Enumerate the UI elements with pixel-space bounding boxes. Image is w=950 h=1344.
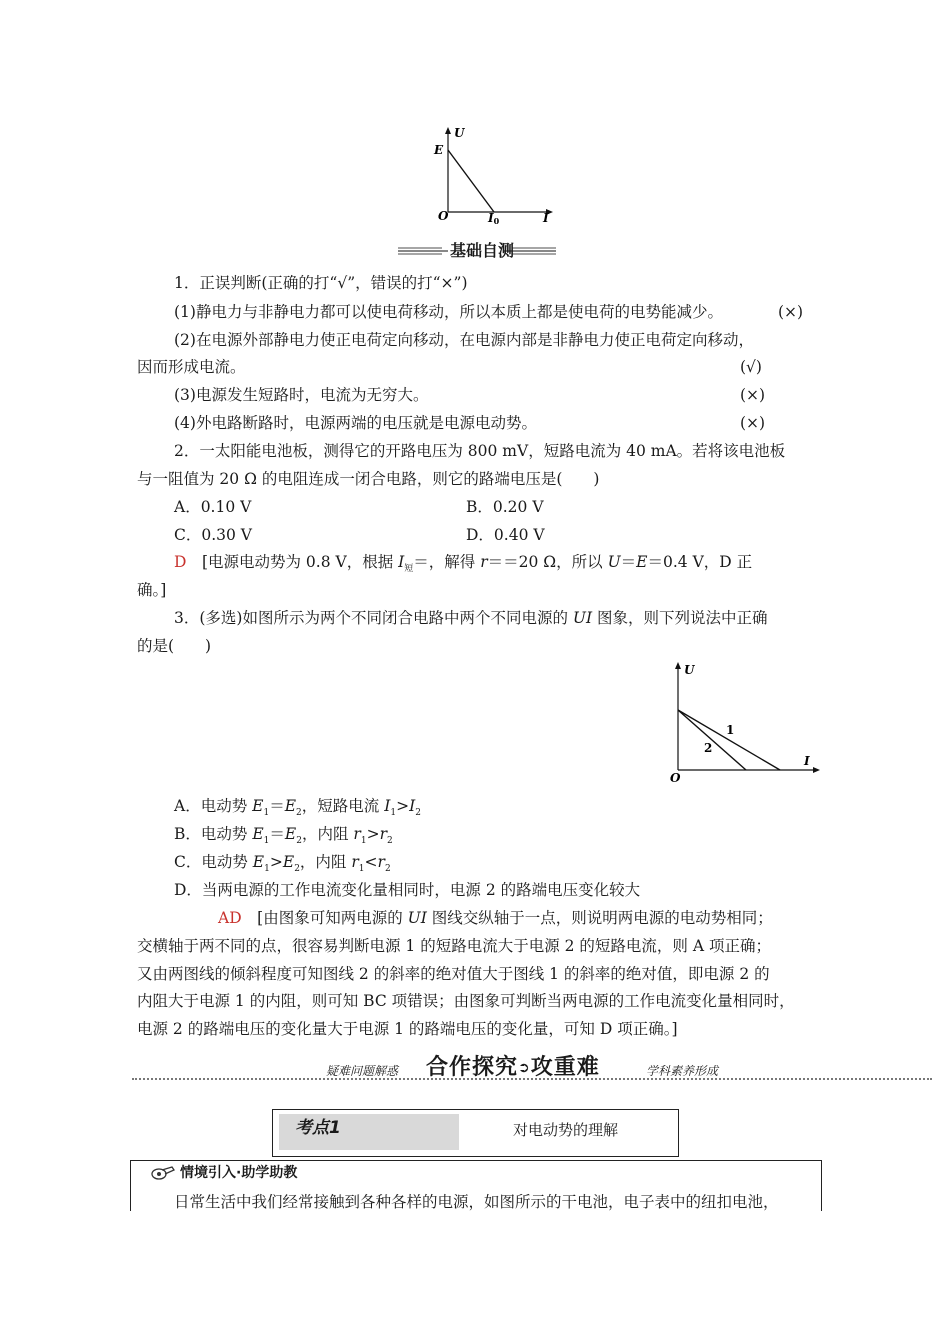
q3-line-1: 3．(多选)如图所示为两个不同闭合电路中两个不同电源的 UI 图象，则下列说法中正确 <box>174 609 768 627</box>
banner-title: 基础自测 <box>450 241 515 260</box>
q2-explanation: D [电源电动势为 0.8 V，根据 $I_短=$，解得 r＝＝20 Ω，所以 U＝E＝0.4 V，D 正 <box>174 553 753 575</box>
q3-explanation: AD [由图象可知两电源的 UI 图线交纵轴于一点，则说明两电源的电动势相同； <box>218 909 773 927</box>
q1-item-1-mark: (×) <box>778 303 804 321</box>
q3-explanation-2: 交横轴于两不同的点，很容易判断电源 1 的短路电流大于电源 2 的短路电流，则 A 项正确； <box>137 937 771 955</box>
i0-label: I0 <box>488 211 500 224</box>
line-1-label: 1 <box>726 723 735 737</box>
kaodian-box <box>272 1109 679 1157</box>
q2-answer: D <box>174 553 187 571</box>
q3-explanation-4: 内阻大于电源 1 的内阻，则可知 BC 项错误；由图象可判断当两电源的工作电流变化量相同时， <box>137 992 795 1010</box>
q1-item-4: (4)外电路断路时，电源两端的电压就是电源电动势。 <box>174 414 537 432</box>
q2-option-a: A．0.10 V <box>174 498 252 516</box>
q1-item-3-mark: (×) <box>740 386 766 404</box>
q3-explanation-3: 又由两图线的倾斜程度可知图线 2 的斜率的绝对值大于图线 1 的斜率的绝对值，即电源 2 的 <box>137 965 770 983</box>
i-axis-label: I <box>804 754 810 768</box>
u-axis-label: U <box>684 663 695 677</box>
chevron-right-icon: ➲ <box>518 1060 531 1076</box>
section-title: 合作探究➲攻重难 <box>426 1055 600 1080</box>
intro-text: 日常生活中我们经常接触到各种各样的电源，如图所示的干电池，电子表中的纽扣电池， <box>174 1193 779 1211</box>
section-banner <box>398 240 556 262</box>
q2-option-d: D．0.40 V <box>466 526 545 544</box>
origin-label: O <box>438 209 449 223</box>
line-2-label: 2 <box>704 741 713 755</box>
q1-item-4-mark: (×) <box>740 414 766 432</box>
helper-hand-icon <box>150 1164 176 1182</box>
origin-label: O <box>670 771 681 784</box>
q3-option-d: D．当两电源的工作电流变化量相同时，电源 2 的路端电压变化较大 <box>174 881 641 899</box>
q2-option-c: C．0.30 V <box>174 526 252 544</box>
section-left-caption: 疑难问题解惑 <box>326 1064 399 1078</box>
q1-item-1: (1)静电力与非静电力都可以使电荷移动，所以本质上都是使电荷的电势能减少。 <box>174 303 723 321</box>
q3-answer: AD <box>218 909 242 927</box>
i-axis-label: I <box>543 211 549 224</box>
q3-option-a: A．电动势 $E_1=E_2$，短路电流 $I_1>I_2$ <box>174 797 421 819</box>
q1-item-2: (2)在电源外部静电力使正电荷定向移动，在电源内部是非静电力使正电荷定向移动， <box>174 331 754 349</box>
q2-option-b: B．0.20 V <box>466 498 544 516</box>
q3-line-2: 的是( ) <box>137 637 212 655</box>
kaodian-label: 考点1 <box>295 1118 341 1138</box>
q1-item-2-cont: 因而形成电流。 <box>137 358 246 376</box>
kaodian-title: 对电动势的理解 <box>513 1121 619 1139</box>
q3-option-c: C．电动势 $E_1>E_2$，内阻 $r_1<r_2$ <box>174 853 391 875</box>
ui-graph-2 <box>664 658 824 784</box>
q2-line-2: 与一阻值为 20 Ω 的电阻连成一闭合电路，则它的路端电压是( ) <box>137 470 600 488</box>
q1-stem: 1．正误判断(正确的打“√”，错误的打“×”) <box>174 274 468 292</box>
e-label: E <box>434 143 444 157</box>
q2-explanation-cont: 确。] <box>137 581 167 599</box>
ui-graph-1 <box>428 124 560 224</box>
q3-option-b: B．电动势 $E_1=E_2$，内阻 $r_1>r_2$ <box>174 825 393 847</box>
q2-line-1: 2．一太阳能电池板，测得它的开路电压为 800 mV，短路电流为 40 mA。若将该电池板 <box>174 442 786 460</box>
q1-item-3: (3)电源发生短路时，电流为无穷大。 <box>174 386 429 404</box>
q1-item-2-mark: (√) <box>740 358 762 376</box>
intro-heading: 情境引入·助学助教 <box>180 1165 298 1181</box>
q3-explanation-5: 电源 2 的路端电压的变化量大于电源 1 的路端电压的变化量，可知 D 项正确。] <box>137 1020 678 1038</box>
u-axis-label: U <box>454 126 465 140</box>
section-right-caption: 学科素养形成 <box>646 1064 719 1078</box>
